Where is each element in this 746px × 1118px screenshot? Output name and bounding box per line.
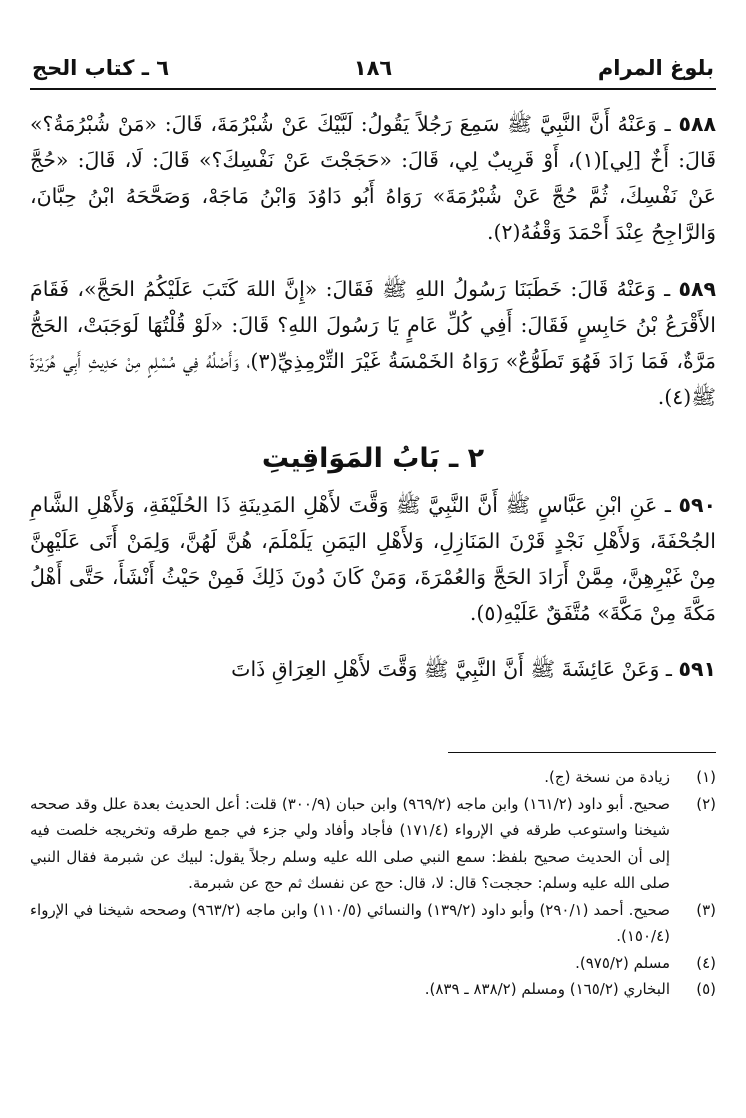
hadith-591: [30, 651, 716, 687]
footnote-text: مسلم (٩٧٥/٢).: [575, 953, 670, 972]
footnote: [30, 976, 716, 1003]
footnote-marker: (٣): [696, 900, 716, 919]
hadith-number: ٥٨٩: [678, 276, 716, 301]
running-header: [30, 48, 716, 90]
footnote-text: زيادة من نسخة (ج).: [544, 768, 670, 786]
hadith-590: [30, 487, 716, 631]
footnote-divider: [448, 752, 716, 753]
hadith-number: ٥٩٠: [678, 492, 716, 517]
footnote-marker: (١): [696, 768, 716, 786]
footnote: [30, 950, 716, 977]
hadith-text: ـ وَعَنْهُ قَالَ: خَطَبَنَا رَسُولُ اللهِ ﷺ فَقَالَ: «إِنَّ اللهَ كَتَبَ عَلَيْكُمُ الحَجَّ»، فَقَامَ الأَقْرَعُ بْنُ حَابِسٍ فَقَالَ: أَفِي كُلِّ عَامٍ يَا رَسُولَ اللهِ؟ قَالَ: «لَوْ قُلْتُهَا لَوَجَبَتْ، الحَجُّ مَرَّةٌ، فَمَا زَادَ فَهُوَ تَطَوُّعٌ» رَوَاهُ الخَمْسَةُ غَيْرَ التِّرْمِذِيِّ(٣)، وَأَصْلُهُ فِي مُسْلِمٍ مِنْ حَدِيثِ أَبِي هُرَيْرَةَ ﷺ(٤).: [30, 276, 717, 409]
chapter-heading: ٦ ـ كتاب الحج: [32, 56, 170, 80]
hadith-number: ٥٨٨: [678, 112, 716, 136]
hadith-588: [30, 106, 716, 250]
footnote: [30, 897, 716, 950]
hadith-589: [30, 271, 716, 415]
footnote-text: صحيح. أبو داود (١٦١/٢) وابن ماجه (٩٦٩/٢) وابن حبان (٣٠٠/٩) قلت: أعل الحديث بعدة علل وقد صححه شيخنا واستوعب طرقه في الإرواء (١٧١/٤) فأجاد وأفاد ولي جزء في جمع طرقه وتخريجه خلصت فيه إلى أن الحديث صحيح بلفظ: سمع النبي صلى الله عليه وسلم رجلاً يقول: لبيك عن شبرمة فقال النبي صلى الله عليه وسلم: حججت؟ قال: لا، قال: حج عن نفسك ثم حج عن شبرمة.: [30, 794, 670, 892]
footnote-text: صحيح. أحمد (٢٩٠/١) وأبو داود (١٣٩/٢) والنسائي (١١٠/٥) وابن ماجه (٩٦٣/٢) وصححه شيخنا في الإرواء (١٥٠/٤).: [30, 900, 670, 945]
hadith-number: ٥٩١: [678, 657, 716, 681]
hadith-text: ـ وَعَنْهُ أَنَّ النَّبِيَّ ﷺ سَمِعَ رَجُلاً يَقُولُ: لَبَّيْكَ عَنْ شُبْرُمَةَ، قَالَ: «مَنْ شُبْرُمَةُ؟» قَالَ: أَخٌ [لِي](١)، أَوْ قَرِيبٌ لِي، قَالَ: «حَجَجْتَ عَنْ نَفْسِكَ؟» قَالَ: لَا، قَالَ: «حُجَّ عَنْ نَفْسِكَ، ثُمَّ حُجَّ عَنْ شُبْرُمَةَ» رَوَاهُ أَبُو دَاوُدَ وَابْنُ مَاجَهْ، وَصَحَّحَهُ ابْنُ حِبَّانَ، وَالرَّاجِحُ عِنْدَ أَحْمَدَ وَقْفُهُ(٢).: [30, 112, 716, 244]
footnotes: [30, 764, 716, 1003]
book-title: بلوغ المرام: [597, 56, 714, 80]
chapter-title: ٢ ـ بَابُ المَوَاقِيتِ: [261, 442, 485, 474]
footnote: [30, 791, 716, 897]
footnote: [30, 764, 716, 791]
book-page: [30, 48, 716, 1098]
footnote-marker: (٢): [696, 794, 716, 813]
page-number: ١٨٦: [353, 56, 393, 80]
footnote-text: البخاري (١٦٥/٢) ومسلم (٨٣٨/٢ ـ ٨٣٩).: [424, 980, 670, 998]
footnote-marker: (٥): [696, 980, 716, 998]
hadith-text: ـ وَعَنْ عَائِشَةَ ﷺ أَنَّ النَّبِيَّ ﷺ وَقَّتَ لأَهْلِ العِرَاقِ ذَاتَ: [231, 657, 672, 681]
hadith-text: ـ عَنِ ابْنِ عَبَّاسٍ ﷺ أَنَّ النَّبِيَّ ﷺ وَقَّتَ لأَهْلِ المَدِينَةِ ذَا الحُلَيْفَةِ، وَلأَهْلِ الشَّامِ الجُحْفَةَ، وَلأَهْلِ نَجْدٍ قَرْنَ المَنَازِلِ، وَلأَهْلِ اليَمَنِ يَلَمْلَمَ، هُنَّ لَهُنَّ، وَلِمَنْ أَتَى عَلَيْهِنَّ مِنْ غَيْرِهِنَّ، مِمَّنْ أَرَادَ الحَجَّ وَالعُمْرَةَ، وَمَنْ كَانَ دُونَ ذَلِكَ فَمِنْ حَيْثُ أَنْشَأَ، حَتَّى أَهْلُ مَكَّةَ مِنْ مَكَّةَ» مُتَّفَقٌ عَلَيْهِ(٥).: [30, 492, 716, 625]
footnote-marker: (٤): [696, 953, 716, 972]
